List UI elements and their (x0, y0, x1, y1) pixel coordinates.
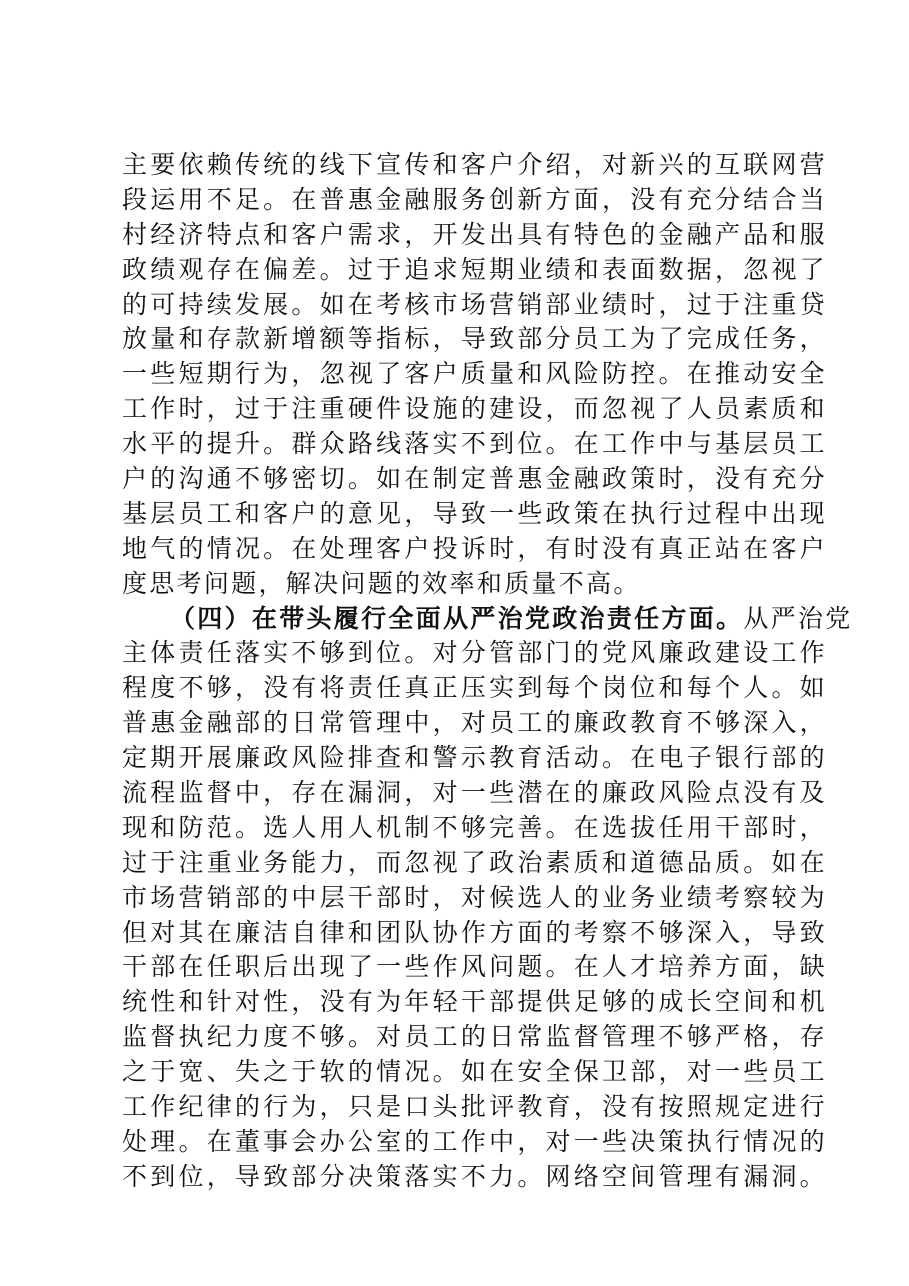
section-line: 统性和针对性，没有为年轻干部提供足够的成长空间和机 (122, 987, 827, 1017)
section-line: 程度不够，没有将责任真正压实到每个岗位和每个人。如 (122, 673, 827, 703)
body-line: 度思考问题，解决问题的效率和质量不高。 (122, 568, 641, 598)
section-line: 之于宽、失之于软的情况。如在安全保卫部，对一些员工 (122, 1057, 827, 1087)
section-line: 定期开展廉政风险排查和警示教育活动。在电子银行部的 (122, 743, 827, 773)
body-line: 放量和存款新增额等指标，导致部分员工为了完成任务， (122, 324, 827, 354)
body-line: 主要依赖传统的线下宣传和客户介绍，对新兴的互联网营 (122, 150, 827, 179)
section-line: 处理。在董事会办公室的工作中，对一些决策执行情况的 (122, 1126, 827, 1156)
body-line: 政绩观存在偏差。过于追求短期业绩和表面数据，忽视了 (122, 254, 827, 284)
section-line: 市场营销部的中层干部时，对候选人的业务业绩考察较为 (122, 882, 827, 912)
section-line: 主体责任落实不够到位。对分管部门的党风廉政建设工作 (122, 638, 827, 668)
body-line: 一些短期行为，忽视了客户质量和风险防控。在推动安全 (122, 359, 827, 389)
section-line: 干部在任职后出现了一些作风问题。在人才培养方面，缺 (122, 952, 827, 982)
body-line: 的可持续发展。如在考核市场营销部业绩时，过于注重贷 (122, 289, 827, 319)
section-line: 不到位，导致部分决策落实不力。网络空间管理有漏洞。 (122, 1161, 827, 1191)
section-heading-continuation: 从严治党 (743, 603, 853, 633)
section-heading: （四）在带头履行全面从严治党政治责任方面。 (170, 603, 744, 633)
body-line: 段运用不足。在普惠金融服务创新方面，没有充分结合当 (122, 184, 827, 214)
body-line: 户的沟通不够密切。如在制定普惠金融政策时，没有充分 (122, 464, 827, 494)
section-line: 监督执纪力度不够。对员工的日常监督管理不够严格，存 (122, 1022, 827, 1052)
document-body (122, 148, 853, 1195)
body-line: 工作时，过于注重硬件设施的建设，而忽视了人员素质和 (122, 394, 827, 424)
section-line: 现和防范。选人用人机制不够完善。在选拔任用干部时， (122, 812, 827, 842)
section-line: 过于注重业务能力，而忽视了政治素质和道德品质。如在 (122, 847, 827, 877)
section-line: 流程监督中，存在漏洞，对一些潜在的廉政风险点没有及 (122, 778, 827, 808)
body-line: 基层员工和客户的意见，导致一些政策在执行过程中出现 (122, 498, 827, 528)
section-line: 工作纪律的行为，只是口头批评教育，没有按照规定进行 (122, 1092, 827, 1122)
section-line: 但对其在廉洁自律和团队协作方面的考察不够深入，导致 (122, 917, 827, 947)
section-heading-line (122, 602, 853, 637)
body-line: 水平的提升。群众路线落实不到位。在工作中与基层员工 (122, 429, 827, 459)
body-line: 地气的情况。在处理客户投诉时，有时没有真正站在客户 (122, 533, 827, 563)
body-line: 村经济特点和客户需求，开发出具有特色的金融产品和服 (122, 219, 827, 249)
section-line: 普惠金融部的日常管理中，对员工的廉政教育不够深入， (122, 708, 827, 738)
